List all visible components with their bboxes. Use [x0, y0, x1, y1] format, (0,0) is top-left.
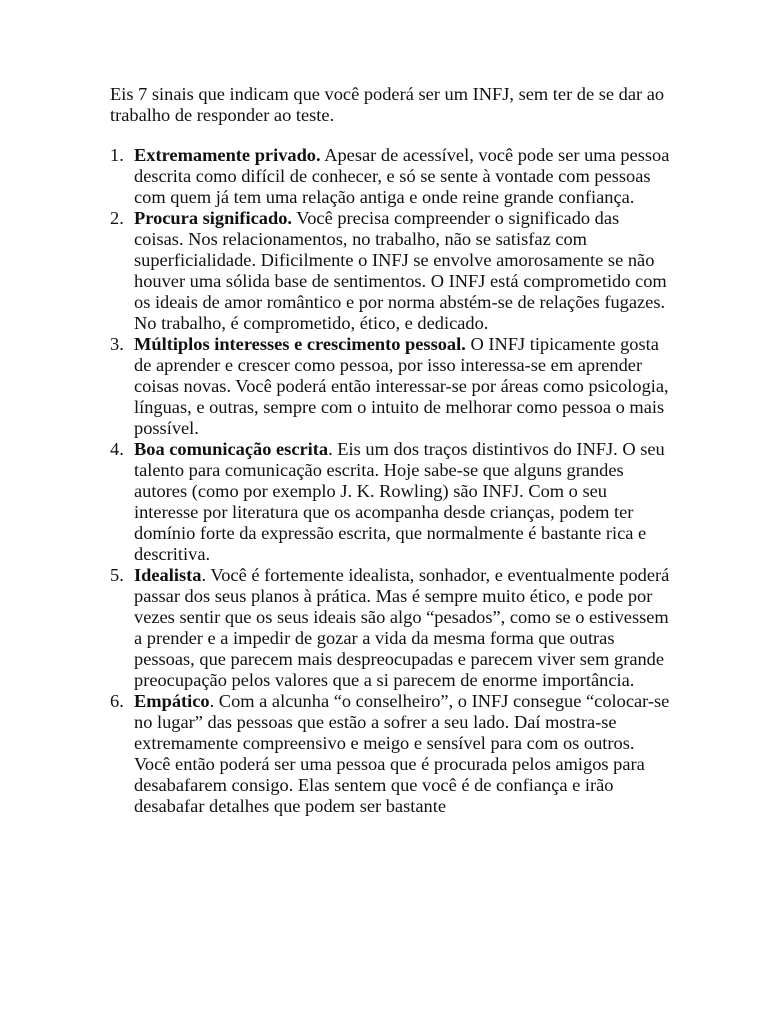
- list-item-number: 4.: [110, 439, 124, 459]
- list-item: [110, 208, 670, 334]
- list-item-body: . Eis um dos traços distintivos do INFJ. O seu talento para comunicação escrita. Hoje sabe-se que alguns grandes autores (como por exemplo J. K. Rowling) são INFJ. Com o seu interesse por literatura que os acompanha desde crianças, podem ter domínio forte da expressão escrita, que normalmente é bastante rica e descritiva.: [134, 439, 665, 564]
- list-item-title: Múltiplos interesses e crescimento pessoal.: [134, 334, 466, 354]
- list-item-text: [134, 145, 669, 207]
- list-item-text: [134, 565, 669, 690]
- list-item: [110, 145, 670, 208]
- list-item: [110, 334, 670, 439]
- list-item-number: 3.: [110, 334, 124, 354]
- list-item-number: 2.: [110, 208, 124, 228]
- list-item-number: 1.: [110, 145, 124, 165]
- list-item-number: 5.: [110, 565, 124, 585]
- list-item-text: [134, 208, 667, 333]
- list-item-text: [134, 334, 669, 438]
- list-item-body: Apesar de acessível, você pode ser uma pessoa descrita como difícil de conhecer, e só se sente à vontade com pessoas com quem já tem uma relação antiga e onde reine grande confiança.: [134, 145, 670, 207]
- list-item-number: 6.: [110, 691, 124, 711]
- list-item-title: Idealista: [134, 565, 202, 585]
- list-item: [110, 439, 670, 565]
- list-item-title: Boa comunicação escrita: [134, 439, 329, 459]
- list-item-title: Empático: [134, 691, 210, 711]
- intro-paragraph: Eis 7 sinais que indicam que você poderá ser um INFJ, sem ter de se dar ao trabalho de responder ao teste.: [110, 84, 665, 125]
- list-item: [110, 691, 670, 817]
- list-item-body: O INFJ tipicamente gosta de aprender e crescer como pessoa, por isso interessa-se em aprender coisas novas. Você poderá então interessar-se por áreas como psicologia, línguas, e outras, sempre com o intuito de melhorar como pessoa o mais possível.: [134, 334, 669, 438]
- list-item-title: Procura significado.: [134, 208, 293, 228]
- infj-signs-list: [110, 145, 670, 817]
- list-item: [110, 565, 670, 691]
- list-item-body: . Você é fortemente idealista, sonhador, e eventualmente poderá passar dos seus planos à prática. Mas é sempre muito ético, e pode por vezes sentir que os seus ideais são algo “pesados”, como se o estivessem a prender e a impedir de gozar a vida da mesma forma que outras pessoas, que parecem mais despreocupadas e parecem viver sem grande preocupação pelos valores que a si parecem de enorme importância.: [134, 565, 670, 690]
- list-item-text: [134, 691, 669, 816]
- list-item-title: Extremamente privado.: [134, 145, 321, 165]
- list-item-body: . Com a alcunha “o conselheiro”, o INFJ consegue “colocar-se no lugar” das pessoas que estão a sofrer a seu lado. Daí mostra-se extremamente compreensivo e meigo e sensível para com os outros. Você então poderá ser uma pessoa que é procurada pelos amigos para desabafarem consigo. Elas sentem que você é de confiança e irão desabafar detalhes que podem ser bastante: [134, 691, 670, 816]
- list-item-body: Você precisa compreender o significado das coisas. Nos relacionamentos, no trabalho, não se satisfaz com superficialidade. Dificilmente o INFJ se envolve amorosamente se não houver uma sólida base de sentimentos. O INFJ está comprometido com os ideais de amor romântico e por norma abstém-se de relações fugazes. No trabalho, é comprometido, ético, e dedicado.: [134, 208, 667, 333]
- list-item-text: [134, 439, 665, 564]
